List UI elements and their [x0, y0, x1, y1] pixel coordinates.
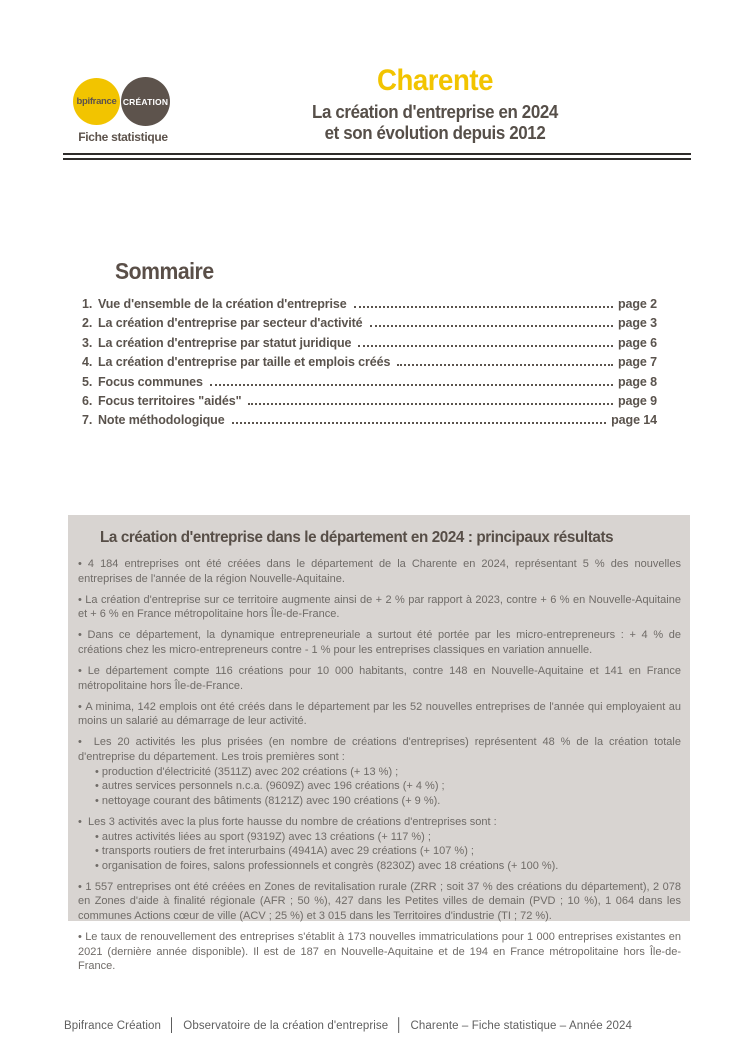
toc-item-3[interactable] — [82, 336, 657, 355]
result-sub-bullet: • nettoyage courant des bâtiments (8121Z) avec 190 créations (+ 9 %). — [95, 794, 681, 809]
toc-item-page: page 6 — [618, 335, 657, 350]
toc-item-page: page 7 — [618, 355, 657, 370]
result-bullet-5 — [78, 700, 681, 729]
result-sub-bullet: • production d'électricité (3511Z) avec 202 créations (+ 13 %) ; — [95, 765, 681, 780]
result-text: 1 557 entreprises ont été créées en Zones de revitalisation rurale (ZRR ; soit 37 % des créations du département), 2 078 en Zones d'aide à finalité régionale (AFR ; 50 %), 427 dans les Petites villes de demain (PVD ; 10 %), 1 064 dans les communes Actions cœur de ville (ACV ; 25 %) et 3 015 dans les Territoires d'industrie (TI ; 72 %). — [78, 880, 681, 922]
footer-separator: │ — [395, 1017, 404, 1032]
toc-item-number: 2. — [82, 316, 93, 331]
toc-item-number: 1. — [82, 297, 93, 311]
toc-item-number: 5. — [82, 374, 93, 389]
result-text: 4 184 entreprises ont été créées dans le département de la Charente en 2024, représentant 5 % des nouvelles entreprises de l'année de la région Nouvelle-Aquitaine. — [78, 558, 681, 585]
toc-item-number: 3. — [82, 335, 93, 350]
result-bullet-2 — [78, 593, 681, 622]
toc-leader-dots — [232, 422, 607, 424]
toc-item-1[interactable] — [82, 297, 657, 316]
toc-leader-dots — [248, 403, 613, 405]
toc-item-2[interactable] — [82, 316, 657, 335]
footer-brand: Bpifrance Création — [64, 1020, 162, 1032]
toc-heading: Sommaire — [115, 258, 214, 284]
result-text: Le département compte 116 créations pour 10 000 habitants, contre 148 en Nouvelle-Aquitaine et 141 en France métropolitaine hors Île-de-France. — [78, 665, 681, 692]
toc-item-label: La création d'entreprise par secteur d'activité — [98, 316, 363, 331]
toc-item-page: page 14 — [611, 413, 657, 428]
logo-caption: Fiche statistique — [78, 130, 168, 144]
toc-item-label: Note méthodologique — [98, 413, 225, 428]
toc-leader-dots — [210, 384, 613, 386]
result-text: Les 3 activités avec la plus forte hausse du nombre de créations d'entreprises sont : — [87, 815, 497, 828]
header-divider — [63, 153, 691, 160]
footer-source: Observatoire de la création d'entreprise — [183, 1020, 389, 1032]
toc-item-number: 4. — [82, 355, 93, 370]
toc-leader-dots — [354, 306, 613, 308]
toc-item-page: page 8 — [618, 374, 657, 389]
toc-item-number: 7. — [82, 413, 93, 428]
result-sub-bullet: • transports routiers de fret interurbains (4941A) avec 29 créations (+ 107 %) ; — [95, 844, 681, 859]
result-text: Dans ce département, la dynamique entrepreneuriale a surtout été portée par les micro-entrepreneurs : + 4 % de créations chez les micro-entrepreneurs contre - 1 % pour les entreprises classiques en variation annuelle. — [78, 629, 681, 656]
result-bullet-9 — [78, 930, 681, 974]
toc-item-label: Focus territoires "aidés" — [98, 393, 242, 408]
result-text: La création d'entreprise sur ce territoire augmente ainsi de + 2 % par rapport à 2023, contre + 6 % en Nouvelle-Aquitaine et + 6 % en France métropolitaine hors Île-de-France. — [78, 593, 681, 621]
key-results-box — [68, 515, 690, 973]
footer-separator: │ — [168, 1017, 177, 1032]
subtitle-line-2: et son évolution depuis 2012 — [324, 123, 546, 143]
results-heading: La création d'entreprise dans le département en 2024 : principaux résultats — [100, 529, 614, 546]
toc-item-number: 6. — [82, 393, 93, 408]
toc-item-page: page 9 — [618, 393, 657, 408]
bpifrance-logo — [73, 78, 120, 125]
subtitle-line-1: La création d'entreprise en 2024 — [312, 102, 558, 122]
creation-logo — [121, 77, 170, 126]
toc-leader-dots — [397, 364, 613, 366]
result-text: A minima, 142 emplois ont été créés dans le département par les 52 nouvelles entreprises de l'année qui employaient au moins un salarié au démarrage de leur activité. — [78, 700, 681, 728]
result-bullet-4 — [78, 664, 681, 693]
page-subtitle — [191, 102, 680, 144]
result-sub-bullet: • autres activités liées au sport (9319Z) avec 13 créations (+ 117 %) ; — [95, 830, 681, 845]
bpifrance-logo-text: bpifrance — [76, 96, 117, 107]
result-bullet-6 — [78, 735, 681, 808]
toc-item-4[interactable] — [82, 355, 657, 374]
page-title: Charente — [377, 64, 493, 97]
result-text: Le taux de renouvellement des entreprises s'établit à 173 nouvelles immatriculations pour 1 000 entreprises existantes en 2021 (dernière année disponible). Il est de 187 en Nouvelle-Aquitaine et de 194 en France métropolitaine hors Île-de-France. — [78, 931, 681, 973]
result-text: Les 20 activités les plus prisées (en nombre de créations d'entreprises) représentent 48 % de la création totale d'entreprise du département. Les trois premières sont : — [78, 736, 681, 764]
toc-item-label: La création d'entreprise par statut juridique — [98, 335, 352, 350]
result-sub-bullet: • autres services personnels n.c.a. (9609Z) avec 196 créations (+ 4 %) ; — [95, 779, 681, 794]
toc-leader-dots — [370, 325, 613, 327]
toc-item-5[interactable] — [82, 375, 657, 394]
creation-logo-text: CRÉATION — [122, 96, 169, 107]
page-footer — [64, 1017, 684, 1032]
toc-item-page: page 3 — [618, 316, 657, 331]
toc-item-label: La création d'entreprise par taille et emplois créés — [98, 355, 391, 370]
toc-leader-dots — [358, 345, 613, 347]
toc-item-page: page 2 — [618, 297, 657, 311]
result-bullet-1 — [78, 557, 681, 586]
title-block — [175, 64, 695, 144]
result-bullet-3 — [78, 628, 681, 657]
result-bullet-7 — [78, 815, 681, 873]
toc-item-label: Vue d'ensemble de la création d'entreprise — [98, 297, 347, 311]
toc-item-7[interactable] — [82, 413, 657, 432]
toc-item-label: Focus communes — [98, 374, 203, 389]
result-sub-bullet: • organisation de foires, salons professionnels et congrès (8230Z) avec 18 créations (+ 100 %). — [95, 859, 681, 874]
footer-document-info: Charente – Fiche statistique – Année 2024 — [410, 1020, 632, 1032]
table-of-contents — [82, 258, 657, 433]
result-bullet-8 — [78, 880, 681, 924]
toc-item-6[interactable] — [82, 394, 657, 413]
